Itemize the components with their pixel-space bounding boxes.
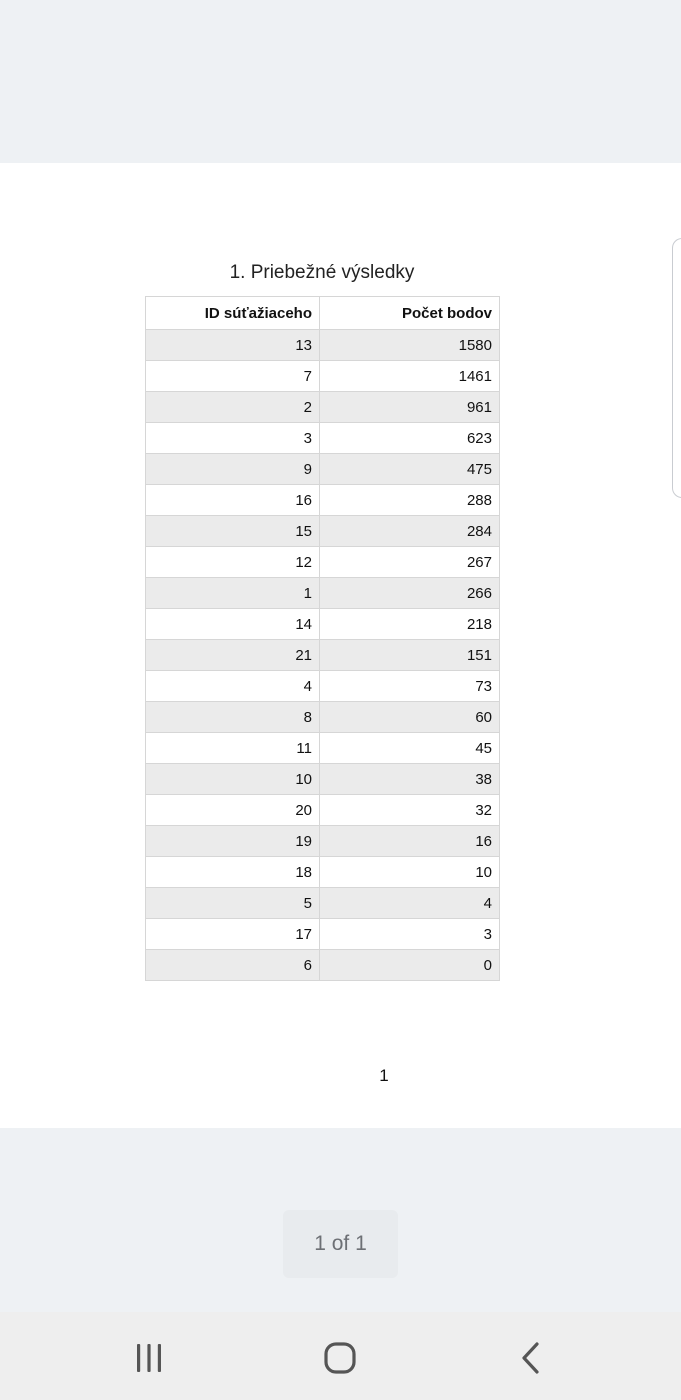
contestant-id-cell: 16 <box>146 485 320 516</box>
points-cell: 284 <box>320 516 500 547</box>
points-cell: 218 <box>320 609 500 640</box>
contestant-id-cell: 4 <box>146 671 320 702</box>
home-icon <box>323 1341 357 1375</box>
contestant-id-cell: 7 <box>146 361 320 392</box>
document-title: 1. Priebežné výsledky <box>229 262 415 283</box>
back-icon <box>516 1341 546 1375</box>
table-row <box>146 857 500 888</box>
table-header-row <box>146 297 500 330</box>
header-points: Počet bodov <box>320 297 500 330</box>
contestant-id-cell: 9 <box>146 454 320 485</box>
contestant-id-cell: 11 <box>146 733 320 764</box>
points-cell: 475 <box>320 454 500 485</box>
table-row <box>146 764 500 795</box>
contestant-id-cell: 6 <box>146 950 320 981</box>
navigation-bar <box>0 1312 681 1400</box>
table-row <box>146 392 500 423</box>
results-table-body <box>146 330 500 981</box>
table-row <box>146 950 500 981</box>
table-row <box>146 640 500 671</box>
table-row <box>146 578 500 609</box>
points-cell: 32 <box>320 795 500 826</box>
points-cell: 73 <box>320 671 500 702</box>
points-cell: 266 <box>320 578 500 609</box>
contestant-id-cell: 10 <box>146 764 320 795</box>
contestant-id-cell: 13 <box>146 330 320 361</box>
points-cell: 4 <box>320 888 500 919</box>
table-row <box>146 826 500 857</box>
contestant-id-cell: 8 <box>146 702 320 733</box>
points-cell: 0 <box>320 950 500 981</box>
table-row <box>146 423 500 454</box>
contestant-id-cell: 14 <box>146 609 320 640</box>
contestant-id-cell: 20 <box>146 795 320 826</box>
table-row <box>146 919 500 950</box>
table-row <box>146 888 500 919</box>
table-row <box>146 361 500 392</box>
points-cell: 267 <box>320 547 500 578</box>
back-button[interactable] <box>501 1336 561 1380</box>
contestant-id-cell: 21 <box>146 640 320 671</box>
table-row <box>146 795 500 826</box>
contestant-id-cell: 2 <box>146 392 320 423</box>
points-cell: 288 <box>320 485 500 516</box>
recent-apps-icon <box>133 1342 165 1374</box>
table-row <box>146 671 500 702</box>
contestant-id-cell: 15 <box>146 516 320 547</box>
contestant-id-cell: 17 <box>146 919 320 950</box>
table-row <box>146 547 500 578</box>
points-cell: 961 <box>320 392 500 423</box>
points-cell: 60 <box>320 702 500 733</box>
points-cell: 151 <box>320 640 500 671</box>
contestant-id-cell: 12 <box>146 547 320 578</box>
contestant-id-cell: 3 <box>146 423 320 454</box>
table-row <box>146 516 500 547</box>
points-cell: 3 <box>320 919 500 950</box>
home-button[interactable] <box>310 1336 370 1380</box>
points-cell: 10 <box>320 857 500 888</box>
results-table <box>145 296 500 981</box>
table-row <box>146 702 500 733</box>
contestant-id-cell: 1 <box>146 578 320 609</box>
contestant-id-cell: 18 <box>146 857 320 888</box>
table-row <box>146 733 500 764</box>
scroll-handle[interactable] <box>672 238 681 498</box>
page-number: 1 <box>379 1066 389 1085</box>
points-cell: 45 <box>320 733 500 764</box>
contestant-id-cell: 5 <box>146 888 320 919</box>
page-indicator: 1 of 1 <box>283 1210 398 1278</box>
contestant-id-cell: 19 <box>146 826 320 857</box>
points-cell: 623 <box>320 423 500 454</box>
table-row <box>146 330 500 361</box>
points-cell: 1461 <box>320 361 500 392</box>
table-row <box>146 454 500 485</box>
points-cell: 1580 <box>320 330 500 361</box>
table-row <box>146 485 500 516</box>
points-cell: 38 <box>320 764 500 795</box>
table-row <box>146 609 500 640</box>
header-contestant-id: ID súťažiaceho <box>146 297 320 330</box>
points-cell: 16 <box>320 826 500 857</box>
recent-apps-button[interactable] <box>119 1336 179 1380</box>
